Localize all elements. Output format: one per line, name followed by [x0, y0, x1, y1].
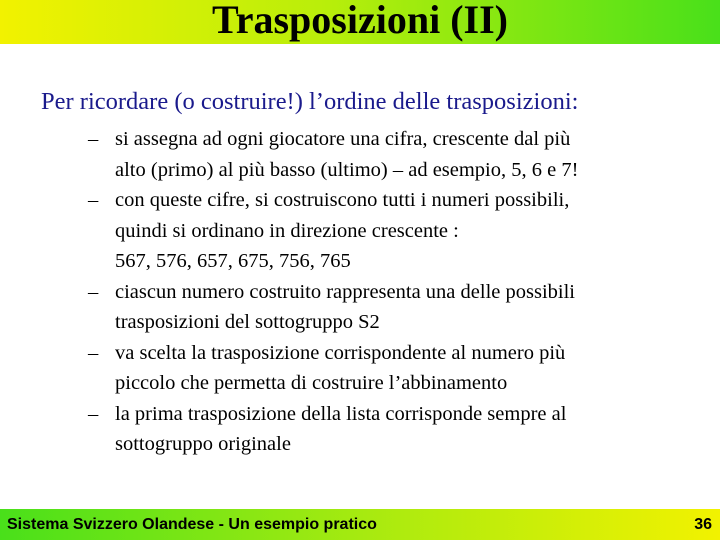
- bullet-line: va scelta la trasposizione corrispondente al numero più: [115, 341, 566, 364]
- bullet-line: piccolo che permetta di costruire l’abbinamento: [115, 372, 508, 394]
- bullet-line: con queste cifre, si costruiscono tutti i numeri possibili,: [115, 189, 570, 211]
- bullet-dash: –: [88, 128, 99, 150]
- bullet-line: quindi si ordinano in direzione crescente :: [115, 219, 459, 242]
- bullet-dash: –: [88, 189, 99, 211]
- bullet-item: [88, 277, 578, 338]
- bullet-line: si assegna ad ogni giocatore una cifra, crescente dal più: [115, 128, 571, 150]
- intro-text: Per ricordare (o costruire!) l’ordine delle trasposizioni:: [41, 88, 579, 115]
- bullet-line: trasposizioni del sottogruppo S2: [115, 311, 380, 333]
- bullet-dash: –: [88, 402, 99, 425]
- bullet-list: [88, 124, 578, 460]
- bullet-item: [88, 338, 578, 399]
- bullet-item: [88, 399, 578, 460]
- bullet-item: [88, 185, 578, 277]
- footer-title: Sistema Svizzero Olandese - Un esempio pratico: [7, 516, 377, 533]
- title-bar: [0, 0, 720, 44]
- footer-bar: [0, 509, 720, 540]
- page-number: 36: [694, 516, 712, 533]
- bullet-line: 567, 576, 657, 675, 756, 765: [115, 250, 351, 272]
- bullet-line: ciascun numero costruito rappresenta una delle possibili: [115, 280, 575, 303]
- slide-title: Trasposizioni (II): [212, 0, 508, 42]
- bullet-item: [88, 124, 578, 185]
- bullet-line: la prima trasposizione della lista corrisponde sempre al: [115, 402, 567, 425]
- bullet-dash: –: [88, 341, 99, 364]
- bullet-line: alto (primo) al più basso (ultimo) – ad esempio, 5, 6 e 7!: [115, 158, 579, 181]
- bullet-dash: –: [88, 280, 99, 303]
- bullet-line: sottogruppo originale: [115, 433, 291, 455]
